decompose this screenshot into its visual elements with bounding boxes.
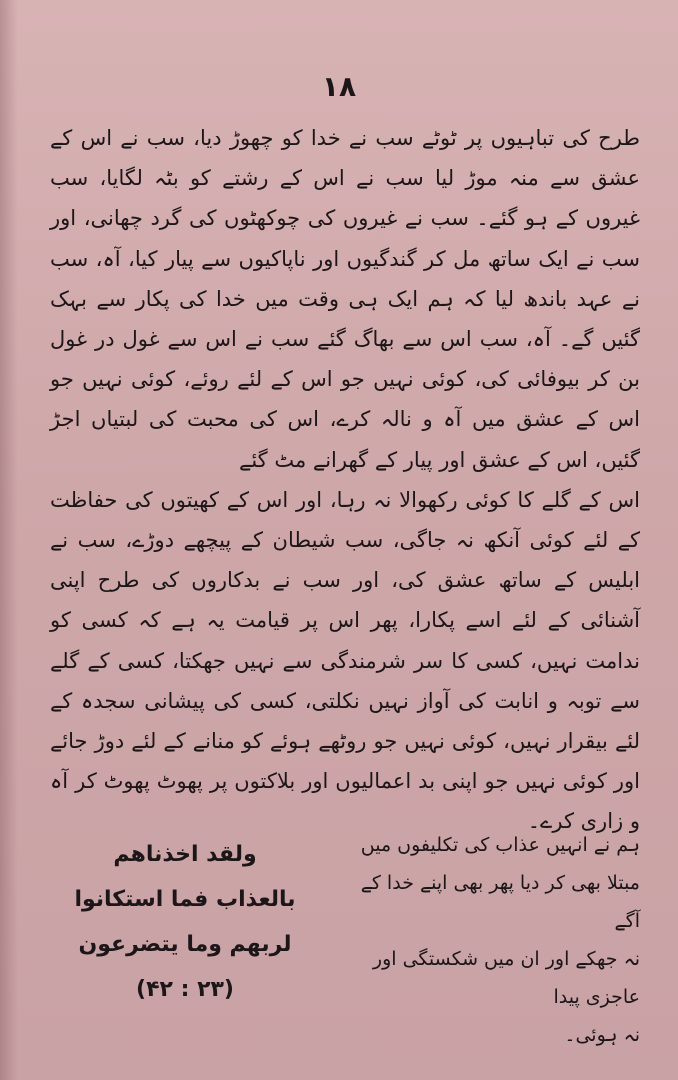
quran-verse-column <box>40 832 330 1012</box>
translation-line: ہم نے انہیں عذاب کی تکلیفوں میں <box>360 834 640 856</box>
verse-section <box>40 826 640 1046</box>
verse-line: بالعذاب فما استكانوا <box>74 887 296 912</box>
verse-reference: (۲۳ : ۴۲) <box>136 977 234 1002</box>
main-text-block <box>50 118 640 842</box>
translation-line: نہ ہوئی۔ <box>564 1024 640 1046</box>
translation-line: مبتلا بھی کر دیا پھر بھی اپنے خدا کے آگے <box>360 872 640 932</box>
paragraph: طرح کی تباہیوں پر ٹوٹے سب نے خدا کو چھوڑ دیا، سب نے اس کے عشق سے منہ موڑ لیا سب نے اس کے رشتے کو بٹہ لگایا، سب غیروں کے ہو گئے۔ سب نے غیروں کی چوکھٹوں کی گرد چھانی، اور سب نے ایک ساتھ مل کر گندگیوں اور ناپاکیوں سے پیار کیا، آہ، سب نے عہد باندھ لیا کہ ہم ایک ہی وقت میں خدا کی پکار سے بہک گئیں گے۔ آہ، سب اس سے بھاگ گئے سب نے اس سے غول در غول بن کر بیوفائی کی، کوئی نہیں جو اس کے لئے روئے، کوئی نہیں جو اس کے عشق میں آہ و نالہ کرے، اس کی محبت کی لبتیاں اجڑ گئیں، اس کے عشق اور پیار کے گھرانے مٹ گئے <box>50 126 640 472</box>
translation-column <box>350 826 640 1054</box>
page-number: ۱۸ <box>321 70 357 103</box>
verse-line: لربهم وما يتضرعون <box>78 932 292 957</box>
paragraph: اس کے گلے کا کوئی رکھوالا نہ رہا، اور اس کے کھیتوں کی حفاظت کے لئے کوئی آنکھ نہ جاگی، سب شیطان کے پیچھے دوڑے، سب نے ابلیس کے ساتھ عشق کی، اور سب نے بدکاروں کی طرح اپنی آشنائی کے لئے اسے پکارا، پھر اس پر قیامت یہ ہے کہ کسی کو ندامت نہیں، کسی کا سر شرمندگی سے نہیں جھکتا، کسی کے گلے سے توبہ و انابت کی آواز نہیں نکلتی، کسی کی پیشانی سجدہ کے لئے بیقرار نہیں، کوئی نہیں جو روٹھے ہوئے کو منانے کے لئے دوڑ جائے اور کوئی نہیں جو اپنی بد اعمالیوں اور بلاکتوں پر پھوٹ پھوٹ کر آہ و زاری کرے۔ <box>50 487 640 834</box>
translation-line: نہ جھکے اور ان میں شکستگی اور عاجزی پیدا <box>372 948 640 1008</box>
page-spine-shadow <box>0 0 18 1080</box>
verse-line: ولقد اخذناهم <box>113 842 257 867</box>
